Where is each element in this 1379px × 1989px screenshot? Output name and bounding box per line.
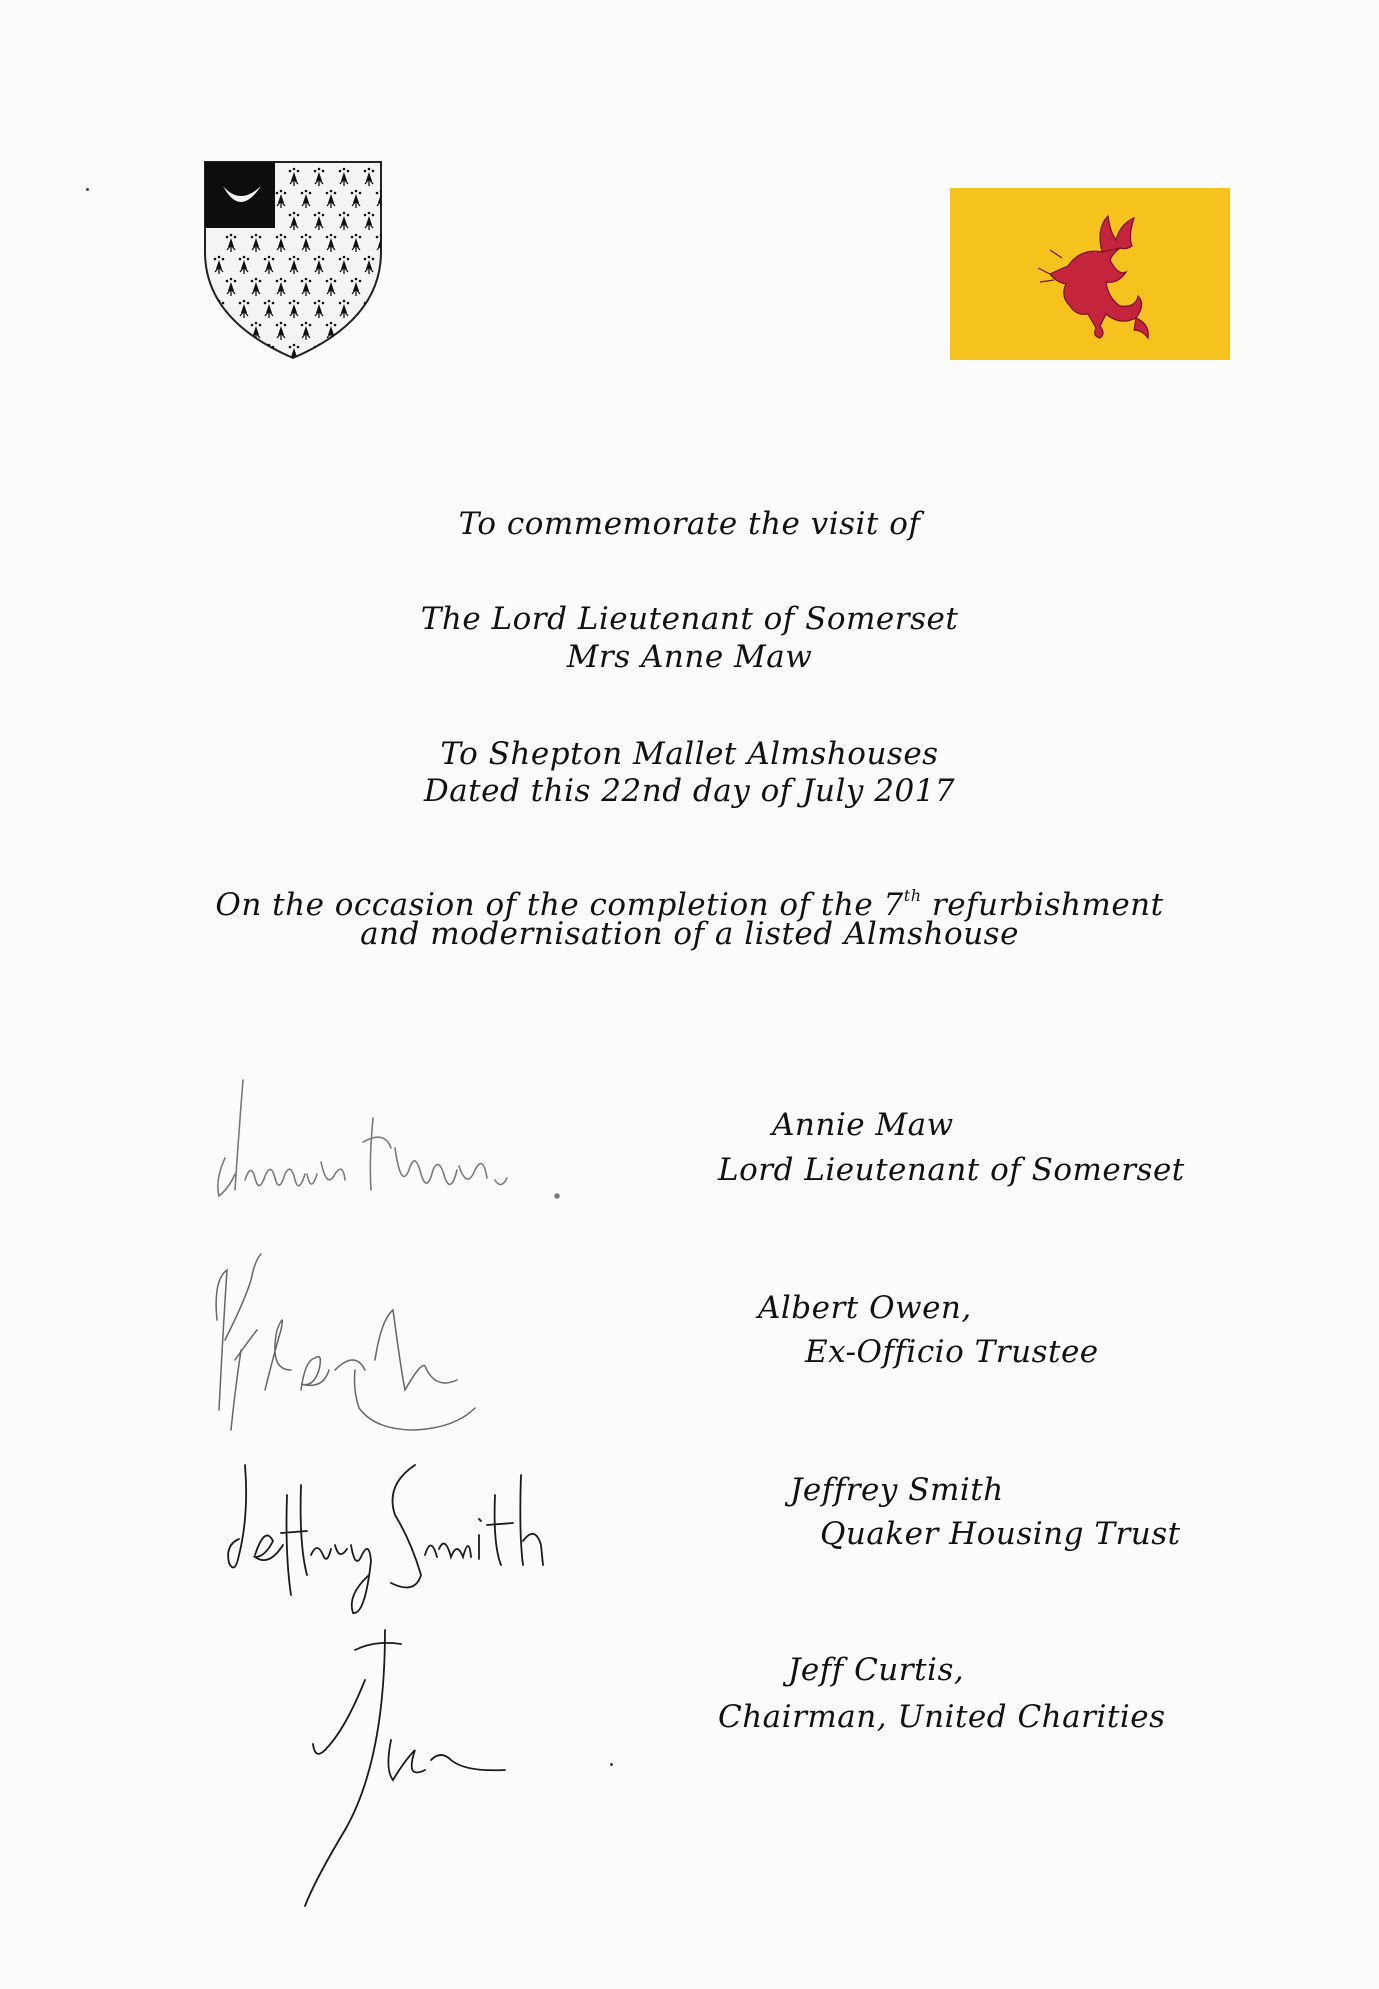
ermine-shield-icon (203, 160, 383, 360)
visitor-title: The Lord Lieutenant of Somerset (420, 601, 959, 637)
ermine-dots (226, 322, 237, 327)
ermine-spot (315, 350, 323, 360)
ermine-dots (214, 344, 225, 349)
signature-albert-owen (205, 1240, 525, 1440)
signature-annie-maw (195, 1070, 575, 1220)
commemoration-intro: To commemorate the visit of (458, 506, 921, 542)
ermine-spot (215, 350, 223, 360)
ermine-dots (339, 344, 350, 349)
visit-date: Dated this 22nd day of July 2017 (423, 773, 956, 809)
occasion-line-2: and modernisation of a listed Almshouse (360, 916, 1019, 952)
ordinal-suffix: th (903, 886, 922, 905)
ermine-spot (377, 284, 383, 296)
visitor-name: Mrs Anne Maw (566, 639, 813, 675)
somerset-flag-icon (950, 188, 1230, 360)
signatory-role: Quaker Housing Trust (820, 1516, 1181, 1552)
ermine-spot (377, 328, 383, 340)
occasion-text-end: refurbishment (921, 887, 1164, 923)
visit-location: To Shepton Mallet Almshouses (440, 736, 939, 772)
ermine-spot (340, 350, 348, 360)
ermine-dots (351, 322, 362, 327)
ermine-spot (352, 328, 360, 340)
ermine-dots (364, 344, 375, 349)
signatory-name: Annie Maw (772, 1107, 954, 1143)
signature-jeff-curtis (265, 1620, 525, 1910)
speck (86, 188, 89, 191)
signatory-name: Jeff Curtis, (788, 1652, 965, 1688)
ermine-spot (240, 350, 248, 360)
signatory-role: Lord Lieutenant of Somerset (718, 1152, 1185, 1188)
speck (610, 1763, 613, 1766)
ermine-dots (376, 322, 383, 327)
occasion-text-start: On the occasion of the completion of the 7 (215, 887, 904, 923)
ermine-spot (215, 306, 223, 318)
signatory-name: Albert Owen, (758, 1290, 972, 1326)
ermine-spot (265, 350, 273, 360)
signatory-role: Ex-Officio Trustee (805, 1334, 1099, 1370)
signature-jeffrey-smith (225, 1445, 595, 1625)
ermine-spot (365, 306, 373, 318)
signatory-role: Chairman, United Charities (718, 1699, 1166, 1735)
signatory-name: Jeffrey Smith (790, 1472, 1004, 1508)
ermine-spot (365, 350, 373, 360)
ermine-dots (239, 344, 250, 349)
ermine-spot (227, 328, 235, 340)
